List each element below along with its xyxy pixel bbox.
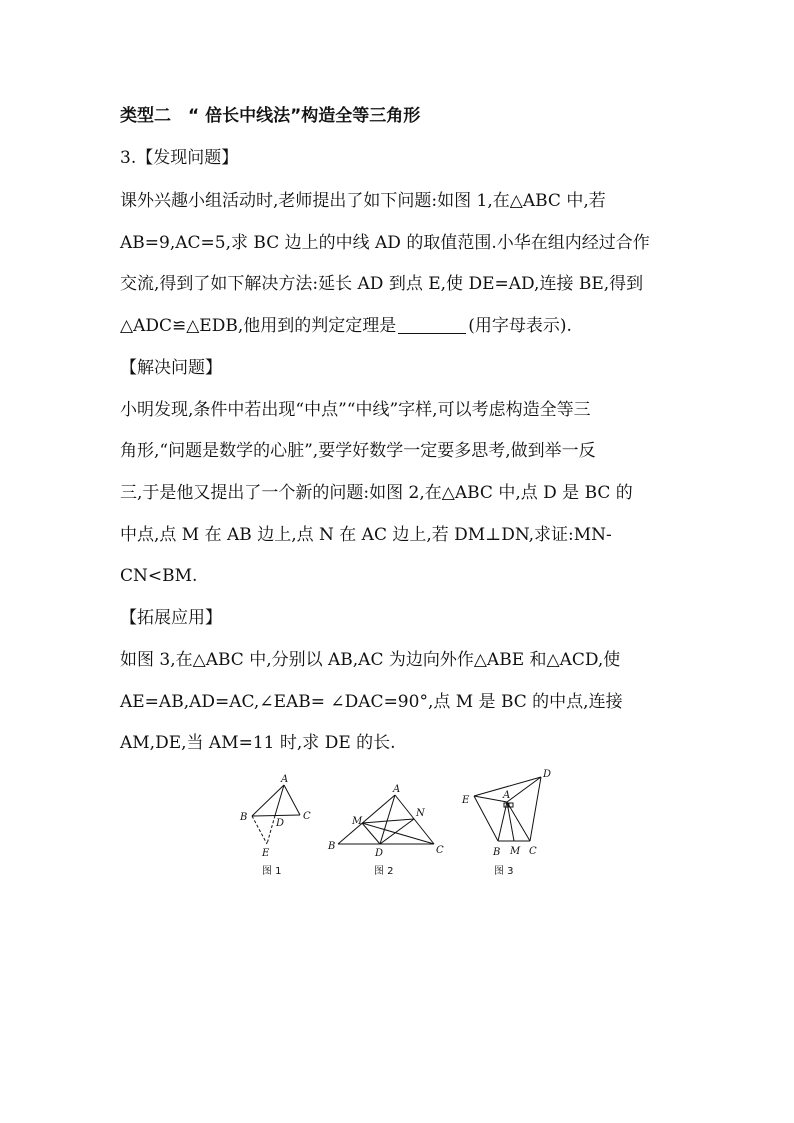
discover-line-3: 交流,得到了如下解决方法:延长 AD 到点 E,使 DE=AD,连接 BE,得到 — [120, 274, 644, 294]
figure-1-caption: 图 1 — [262, 866, 282, 877]
discover-line-4 — [120, 314, 572, 338]
extend-title: 【拓展应用】 — [120, 608, 222, 628]
fig1-label-E: E — [262, 848, 270, 859]
figure-1 — [234, 765, 324, 880]
discover-line-4-before: △ADC≌△EDB,他用到的判定定理是 — [120, 316, 397, 336]
fig1-label-C: C — [303, 811, 311, 822]
figure-1-diagram — [234, 765, 324, 865]
figure-2 — [324, 765, 454, 880]
problem-number-title: 3.【发现问题】 — [120, 148, 239, 168]
discover-line-1: 课外兴趣小组活动时,老师提出了如下问题:如图 1,在△ABC 中,若 — [120, 191, 606, 211]
solve-line-4: 中点,点 M 在 AB 边上,点 N 在 AC 边上,若 DM⊥DN,求证:MN- — [120, 525, 612, 545]
fig2-label-D: D — [375, 848, 384, 859]
fig1-label-A: A — [281, 774, 289, 785]
fig1-label-B: B — [240, 812, 248, 823]
extend-line-3: AM,DE,当 AM=11 时,求 DE 的长. — [120, 733, 396, 753]
discover-line-2: AB=9,AC=5,求 BC 边上的中线 AD 的取值范围.小华在组内经过合作 — [120, 233, 650, 253]
extend-line-2: AE=AB,AD=AC,∠EAB= ∠DAC=90°,点 M 是 BC 的中点,连接 — [120, 692, 623, 712]
discover-line-4-after: (用字母表示). — [468, 316, 572, 336]
figure-3 — [456, 765, 566, 880]
solve-line-5: CN<BM. — [120, 566, 198, 586]
solve-line-2: 角形,“问题是数学的心脏”,要学好数学一定要多思考,做到举一反 — [120, 441, 596, 461]
fig3-label-A: A — [503, 790, 511, 801]
section-heading: 类型二 “ 倍长中线法”构造全等三角形 — [120, 106, 421, 126]
fig3-label-D: D — [543, 769, 552, 780]
fig2-label-A: A — [393, 784, 401, 795]
extend-line-1: 如图 3,在△ABC 中,分别以 AB,AC 为边向外作△ABE 和△ACD,使 — [120, 650, 621, 670]
fig2-label-M: M — [352, 816, 363, 827]
solve-line-1: 小明发现,条件中若出现“中点”“中线”字样,可以考虑构造全等三 — [120, 400, 591, 420]
figure-3-caption: 图 3 — [494, 866, 514, 877]
fig3-label-E: E — [462, 795, 470, 806]
figure-3-diagram — [456, 765, 566, 865]
figure-2-caption: 图 2 — [374, 866, 394, 877]
fig3-label-B: B — [493, 847, 501, 858]
fig3-label-M: M — [510, 846, 521, 857]
figure-2-diagram — [324, 765, 454, 865]
fig3-label-C: C — [529, 846, 537, 857]
solve-line-3: 三,于是他又提出了一个新的问题:如图 2,在△ABC 中,点 D 是 BC 的 — [120, 483, 633, 503]
fig1-label-D: D — [276, 818, 285, 829]
solve-title: 【解决问题】 — [120, 358, 222, 378]
answer-blank[interactable] — [398, 315, 466, 334]
fig2-label-N: N — [416, 808, 425, 819]
fig2-label-C: C — [436, 845, 444, 856]
fig2-label-B: B — [328, 841, 336, 852]
